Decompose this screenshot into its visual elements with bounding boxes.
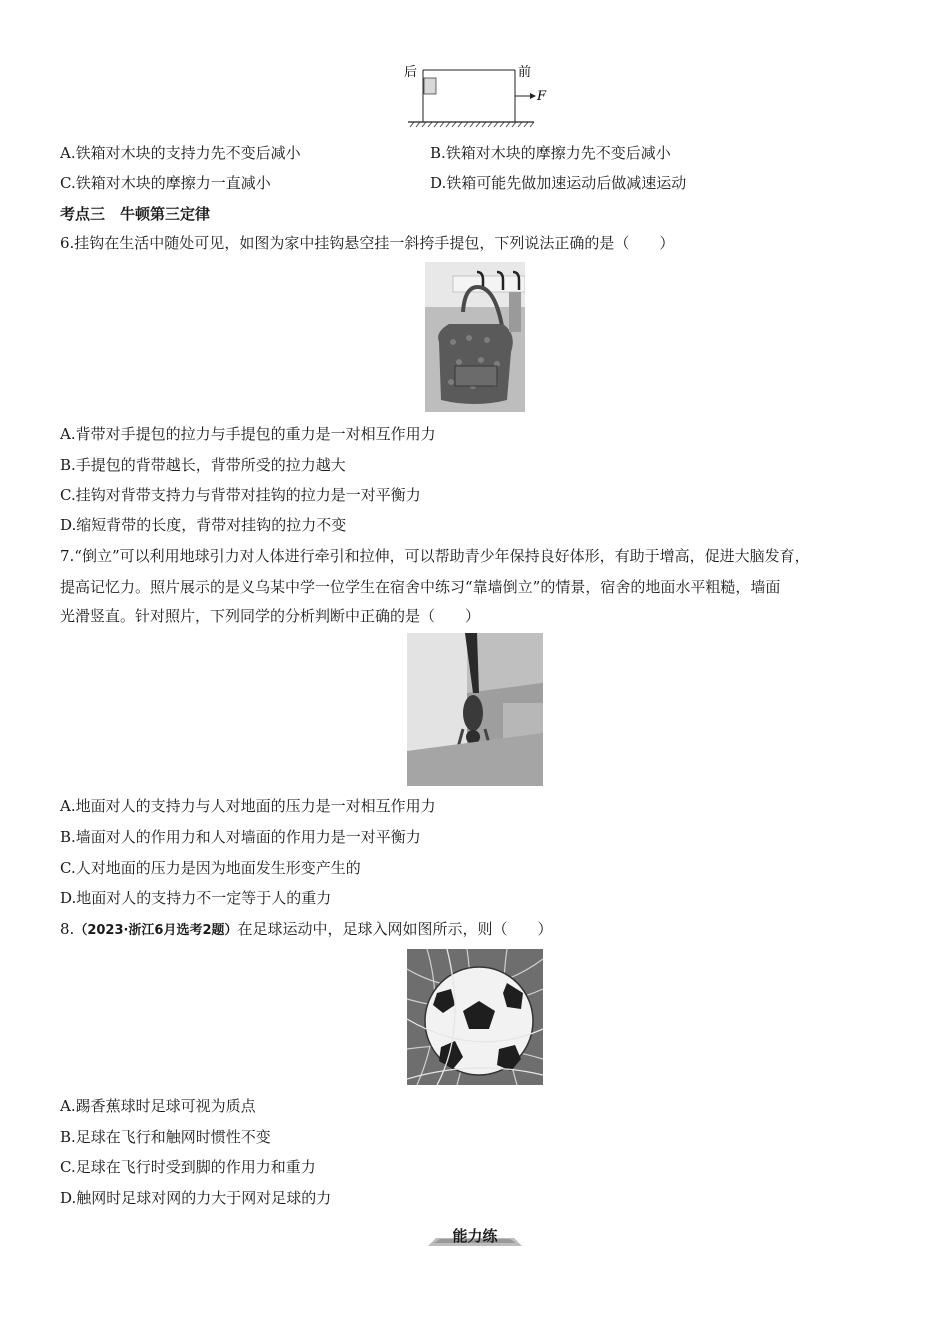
label-back: 后 <box>404 65 418 80</box>
q5-option-a: A.铁箱对木块的支持力先不变后减小 <box>60 144 301 162</box>
iron-box-diagram <box>400 58 560 132</box>
q8-option-d: D.触网时足球对网的力大于网对足球的力 <box>60 1189 332 1207</box>
q8-stem: 在足球运动中，足球入网如图所示，则（ ） <box>237 920 553 938</box>
q6-option-a: A.背带对手提包的拉力与手提包的重力是一对相互作用力 <box>60 425 436 443</box>
label-force: F <box>537 89 547 104</box>
q7-option-a: A.地面对人的支持力与人对地面的压力是一对相互作用力 <box>60 797 436 815</box>
q7-stem-line2: 提高记忆力。照片展示的是义乌某中学一位学生在宿舍中练习“靠墙倒立”的情景，宿舍的地面水平粗糙，墙面 <box>60 578 781 596</box>
q8-source: （2023·浙江6月选考2题） <box>74 923 238 938</box>
q7-option-d: D.地面对人的支持力不一定等于人的重力 <box>60 889 332 907</box>
q5-option-d: D.铁箱可能先做加速运动后做减速运动 <box>430 174 687 192</box>
q8-option-c: C.足球在飞行时受到脚的作用力和重力 <box>60 1158 316 1176</box>
q5-option-c: C.铁箱对木块的摩擦力一直减小 <box>60 174 271 192</box>
q7-stem-line1: 7.“倒立”可以利用地球引力对人体进行牵引和拉伸，可以帮助青少年保持良好体形，有助于增高，促进大脑发育， <box>60 547 810 565</box>
q8-option-b: B.足球在飞行和触网时惯性不变 <box>60 1128 271 1146</box>
q7-option-b: B.墙面对人的作用力和人对墙面的作用力是一对平衡力 <box>60 828 421 846</box>
q5-option-b: B.铁箱对木块的摩擦力先不变后减小 <box>430 144 671 162</box>
q6-option-c: C.挂钩对背带支持力与背带对挂钩的拉力是一对平衡力 <box>60 486 421 504</box>
q8-option-a: A.踢香蕉球时足球可视为质点 <box>60 1097 256 1115</box>
banner-label: 能力练 <box>452 1227 498 1245</box>
q7-option-c: C.人对地面的压力是因为地面发生形变产生的 <box>60 859 361 877</box>
q6-stem: 6.挂钩在生活中随处可见，如图为家中挂钩悬空挂一斜挎手提包，下列说法正确的是（ ） <box>60 234 675 252</box>
handbag-photo <box>425 262 525 412</box>
q6-option-b: B.手提包的背带越长，背带所受的拉力越大 <box>60 456 346 474</box>
q8-number: 8. <box>60 920 75 938</box>
wood-block <box>424 78 436 94</box>
q8-stem-row <box>60 919 553 941</box>
soccer-ball-photo <box>407 949 543 1085</box>
ability-practice-banner <box>428 1227 522 1247</box>
label-front: 前 <box>518 65 532 80</box>
q6-option-d: D.缩短背带的长度，背带对挂钩的拉力不变 <box>60 516 347 534</box>
section-title: 考点三 牛顿第三定律 <box>60 205 211 223</box>
q7-stem-line3: 光滑竖直。针对照片，下列同学的分析判断中正确的是（ ） <box>60 607 481 625</box>
handstand-photo <box>407 633 543 786</box>
